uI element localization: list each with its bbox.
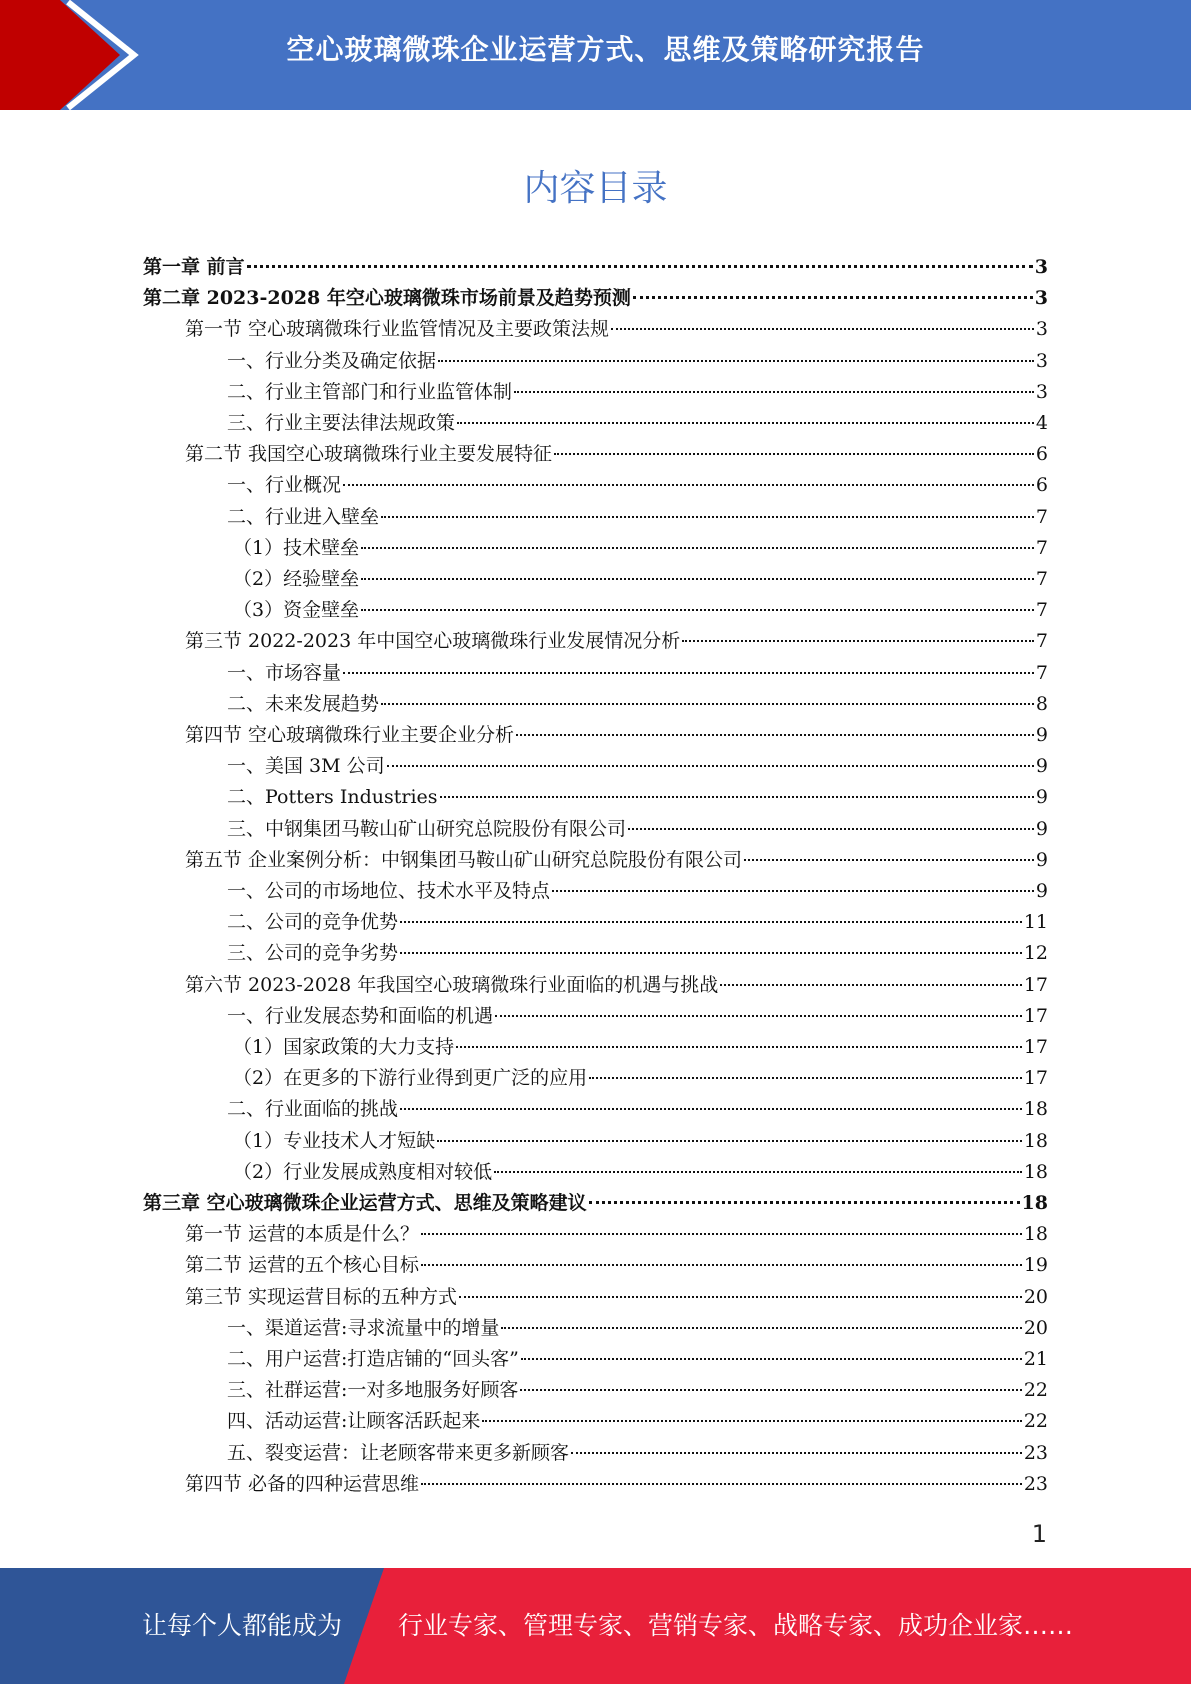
toc-entry-title: 第一节 运营的本质是什么？ bbox=[185, 1223, 420, 1246]
toc-entry[interactable] bbox=[227, 1438, 1048, 1469]
toc-entry[interactable] bbox=[227, 1313, 1048, 1344]
toc-dot-leader bbox=[361, 546, 1034, 549]
toc-dot-leader bbox=[343, 483, 1034, 486]
toc-entry-title: 三、行业主要法律法规政策 bbox=[227, 412, 456, 434]
toc-dot-leader bbox=[400, 920, 1022, 923]
toc-entry-title: 五、裂变运营：让老顾客带来更多新顾客 bbox=[227, 1441, 570, 1464]
toc-entry-page: 19 bbox=[1023, 1254, 1048, 1277]
toc-entry-page: 6 bbox=[1035, 474, 1048, 497]
toc-entry[interactable] bbox=[185, 970, 1048, 1001]
toc-entry-title: 一、行业概况 bbox=[227, 474, 342, 497]
toc-dot-leader bbox=[343, 671, 1034, 674]
toc-entry-title: （2）行业发展成熟度相对较低 bbox=[233, 1160, 493, 1183]
toc-dot-leader bbox=[744, 858, 1034, 861]
toc-entry-page: 7 bbox=[1035, 599, 1048, 622]
toc-entry[interactable] bbox=[185, 439, 1048, 470]
toc-entry-title: 第三节 实现运营目标的五种方式 bbox=[185, 1285, 458, 1308]
toc-entry-title: 二、行业主管部门和行业监管体制 bbox=[227, 380, 513, 403]
toc-dot-leader bbox=[381, 515, 1034, 518]
toc-entry-title: 第五节 企业案例分析：中钢集团马鞍山矿山研究总院股份有限公司 bbox=[185, 848, 743, 871]
toc-entry-page: 7 bbox=[1035, 661, 1048, 684]
toc-entry-page: 9 bbox=[1035, 786, 1048, 809]
toc-dot-leader bbox=[361, 608, 1034, 611]
toc-entry-page: 11 bbox=[1023, 911, 1048, 934]
toc-dot-leader bbox=[554, 452, 1034, 455]
toc-entry[interactable] bbox=[227, 1344, 1048, 1375]
toc-dot-leader bbox=[247, 264, 1033, 268]
toc-entry-page: 9 bbox=[1035, 755, 1048, 778]
toc-dot-leader bbox=[520, 1388, 1021, 1391]
toc-entry-title: 第四节 必备的四种运营思维 bbox=[185, 1472, 420, 1495]
toc-entry-title: 二、行业进入壁垒 bbox=[227, 505, 380, 528]
toc-entry-title: 二、用户运营:打造店铺的“回头客” bbox=[227, 1348, 519, 1370]
toc-entry-title: 四、活动运营:让顾客活跃起来 bbox=[227, 1410, 481, 1433]
toc-entry-page: 4 bbox=[1035, 412, 1048, 434]
toc-entry-page: 9 bbox=[1035, 848, 1048, 871]
toc-entry-page: 3 bbox=[1034, 256, 1048, 278]
toc-entry[interactable] bbox=[233, 595, 1048, 626]
toc-entry-page: 7 bbox=[1035, 568, 1048, 590]
toc-entry[interactable] bbox=[227, 658, 1048, 689]
toc-chapter-entry[interactable] bbox=[143, 252, 1048, 283]
toc-dot-leader bbox=[421, 1232, 1022, 1235]
toc-entry-title: 第一节 空心玻璃微珠行业监管情况及主要政策法规 bbox=[185, 318, 610, 341]
toc-entry[interactable] bbox=[227, 689, 1048, 720]
toc-entry-title: 第二节 运营的五个核心目标 bbox=[185, 1254, 420, 1277]
toc-entry[interactable] bbox=[233, 1063, 1048, 1094]
toc-entry[interactable] bbox=[227, 502, 1048, 533]
toc-entry[interactable] bbox=[227, 377, 1048, 408]
toc-chapter-entry[interactable] bbox=[143, 283, 1048, 314]
toc-entry-title: 第三节 2022-2023 年中国空心玻璃微珠行业发展情况分析 bbox=[185, 630, 681, 653]
toc-entry-page: 18 bbox=[1023, 1223, 1048, 1246]
toc-dot-leader bbox=[459, 1295, 1022, 1298]
toc-entry[interactable] bbox=[227, 782, 1048, 813]
toc-entry-page: 12 bbox=[1023, 942, 1048, 965]
toc-dot-leader bbox=[438, 359, 1034, 362]
toc-entry[interactable] bbox=[227, 1406, 1048, 1437]
toc-entry-page: 3 bbox=[1035, 349, 1048, 372]
toc-entry-page: 9 bbox=[1035, 880, 1048, 902]
toc-dot-leader bbox=[361, 577, 1034, 580]
toc-dot-leader bbox=[571, 1451, 1022, 1454]
toc-entry[interactable] bbox=[227, 751, 1048, 782]
toc-entry-page: 17 bbox=[1023, 1067, 1048, 1090]
toc-chapter-entry[interactable] bbox=[143, 1188, 1048, 1219]
toc-dot-leader bbox=[589, 1076, 1022, 1079]
toc-dot-leader bbox=[501, 1326, 1021, 1329]
toc-entry-page: 8 bbox=[1035, 692, 1048, 715]
toc-entry-page: 20 bbox=[1023, 1316, 1048, 1339]
toc-entry[interactable] bbox=[227, 907, 1048, 938]
toc-entry-title: （1）技术壁垒 bbox=[233, 536, 360, 559]
toc-dot-leader bbox=[495, 1014, 1022, 1017]
toc-entry[interactable] bbox=[185, 626, 1048, 657]
page-number: 1 bbox=[1031, 1520, 1047, 1548]
toc-entry-title: 三、社群运营:一对多地服务好顾客 bbox=[227, 1379, 519, 1402]
toc-entry-page: 3 bbox=[1034, 287, 1048, 310]
toc-entry-title: （1）专业技术人才短缺 bbox=[233, 1129, 436, 1152]
toc-entry-page: 3 bbox=[1035, 380, 1048, 403]
toc-entry-page: 20 bbox=[1023, 1285, 1048, 1308]
toc-dot-leader bbox=[589, 1200, 1020, 1204]
toc-dot-leader bbox=[521, 1357, 1022, 1360]
toc-entry-title: 第一章 前言 bbox=[143, 256, 245, 278]
toc-entry[interactable] bbox=[185, 314, 1048, 345]
toc-entry-page: 21 bbox=[1023, 1348, 1048, 1370]
toc-entry-title: 二、行业面临的挑战 bbox=[227, 1098, 399, 1121]
toc-dot-leader bbox=[381, 702, 1034, 705]
toc-dot-leader bbox=[516, 733, 1034, 736]
toc-entry-page: 18 bbox=[1023, 1160, 1048, 1183]
toc-entry-page: 22 bbox=[1023, 1410, 1048, 1433]
toc-entry-page: 7 bbox=[1035, 536, 1048, 559]
toc-entry[interactable] bbox=[185, 1282, 1048, 1313]
toc-entry-page: 7 bbox=[1035, 630, 1048, 653]
toc-entry[interactable] bbox=[233, 1157, 1048, 1188]
report-title: 空心玻璃微珠企业运营方式、思维及策略研究报告 bbox=[286, 33, 925, 66]
toc-entry-title: 三、公司的竞争劣势 bbox=[227, 942, 399, 965]
toc-entry[interactable] bbox=[227, 1001, 1048, 1032]
toc-dot-leader bbox=[720, 983, 1022, 986]
toc-entry-title: 二、公司的竞争优势 bbox=[227, 911, 399, 934]
toc-entry-page: 17 bbox=[1023, 1036, 1048, 1058]
toc-entry-page: 9 bbox=[1035, 724, 1048, 746]
toc-dot-leader bbox=[514, 390, 1034, 393]
toc-dot-leader bbox=[400, 951, 1022, 954]
toc-entry-title: 第四节 空心玻璃微珠行业主要企业分析 bbox=[185, 724, 515, 746]
toc-entry-title: （3）资金壁垒 bbox=[233, 599, 360, 622]
toc-dot-leader bbox=[456, 1045, 1022, 1048]
toc-entry-title: 第六节 2023-2028 年我国空心玻璃微珠行业面临的机遇与挑战 bbox=[185, 973, 719, 996]
toc-entry-title: 一、市场容量 bbox=[227, 661, 342, 684]
footer-slogan-left: 让每个人都能成为 bbox=[142, 1611, 343, 1640]
toc-entry[interactable] bbox=[185, 1250, 1048, 1281]
toc-dot-leader bbox=[482, 1419, 1021, 1422]
footer-banner bbox=[0, 1568, 1191, 1684]
toc-entry-page: 6 bbox=[1035, 443, 1048, 466]
toc-entry-title: 第二章 2023-2028 年空心玻璃微珠市场前景及趋势预测 bbox=[143, 287, 631, 310]
toc-entry[interactable] bbox=[233, 1032, 1048, 1063]
toc-entry[interactable] bbox=[227, 346, 1048, 377]
toc-dot-leader bbox=[421, 1482, 1022, 1485]
toc-dot-leader bbox=[611, 327, 1034, 330]
toc-entry-title: 三、中钢集团马鞍山矿山研究总院股份有限公司 bbox=[227, 817, 627, 840]
toc-dot-leader bbox=[633, 295, 1033, 299]
toc-entry-page: 18 bbox=[1023, 1098, 1048, 1121]
toc-entry[interactable] bbox=[185, 1469, 1048, 1500]
toc-entry-title: （2）经验壁垒 bbox=[233, 568, 360, 590]
toc-entry-title: 一、行业发展态势和面临的机遇 bbox=[227, 1004, 494, 1027]
toc-entry[interactable] bbox=[227, 876, 1048, 907]
toc-entry[interactable] bbox=[227, 408, 1048, 439]
toc-entry-title: 二、未来发展趋势 bbox=[227, 692, 380, 715]
toc-dot-leader bbox=[457, 421, 1034, 424]
toc-dot-leader bbox=[387, 764, 1034, 767]
toc-entry[interactable] bbox=[227, 470, 1048, 501]
toc-entry-title: （2）在更多的下游行业得到更广泛的应用 bbox=[233, 1067, 588, 1090]
toc-entry-page: 9 bbox=[1035, 817, 1048, 840]
footer-slogan-right: 行业专家、管理专家、营销专家、战略专家、成功企业家…… bbox=[398, 1611, 1074, 1640]
toc-entry-title: 第二节 我国空心玻璃微珠行业主要发展特征 bbox=[185, 443, 553, 466]
toc-entry-page: 3 bbox=[1035, 318, 1048, 341]
toc-entry[interactable] bbox=[185, 720, 1048, 751]
toc-entry-page: 23 bbox=[1023, 1472, 1048, 1495]
toc-heading: 内容目录 bbox=[523, 168, 668, 209]
toc-entry-page: 22 bbox=[1023, 1379, 1048, 1402]
toc-entry-title: （1）国家政策的大力支持 bbox=[233, 1036, 455, 1058]
toc-entry-page: 17 bbox=[1023, 1004, 1048, 1027]
toc-entry[interactable] bbox=[233, 1126, 1048, 1157]
toc-dot-leader bbox=[440, 795, 1034, 798]
toc-entry[interactable] bbox=[233, 564, 1048, 595]
toc-entry-title: 一、公司的市场地位、技术水平及特点 bbox=[227, 880, 551, 902]
toc-entry-title: 一、行业分类及确定依据 bbox=[227, 349, 437, 372]
toc-dot-leader bbox=[437, 1139, 1022, 1142]
toc-dot-leader bbox=[628, 827, 1034, 830]
toc-entry[interactable] bbox=[185, 845, 1048, 876]
toc-entry-title: 第三章 空心玻璃微珠企业运营方式、思维及策略建议 bbox=[143, 1192, 587, 1214]
toc-entry-page: 18 bbox=[1021, 1192, 1048, 1214]
toc-entry-page: 18 bbox=[1023, 1129, 1048, 1152]
toc-entry[interactable] bbox=[227, 1094, 1048, 1125]
toc-dot-leader bbox=[682, 639, 1034, 642]
toc-entry[interactable] bbox=[233, 533, 1048, 564]
toc-entry[interactable] bbox=[227, 938, 1048, 969]
toc-entry-title: 二、Potters Industries bbox=[227, 786, 438, 809]
toc-dot-leader bbox=[421, 1263, 1022, 1266]
toc-entry[interactable] bbox=[227, 814, 1048, 845]
header-bar bbox=[0, 0, 1191, 110]
toc-dot-leader bbox=[494, 1170, 1022, 1173]
toc-entry[interactable] bbox=[227, 1375, 1048, 1406]
toc-entry-title: 一、渠道运营:寻求流量中的增量 bbox=[227, 1316, 500, 1339]
toc-entry[interactable] bbox=[185, 1219, 1048, 1250]
toc-entry-title: 一、美国 3M 公司 bbox=[227, 755, 385, 778]
toc-entry-page: 23 bbox=[1023, 1441, 1048, 1464]
toc-dot-leader bbox=[552, 889, 1034, 892]
toc-dot-leader bbox=[400, 1107, 1022, 1110]
toc-entry-page: 7 bbox=[1035, 505, 1048, 528]
toc-entry-page: 17 bbox=[1023, 973, 1048, 996]
